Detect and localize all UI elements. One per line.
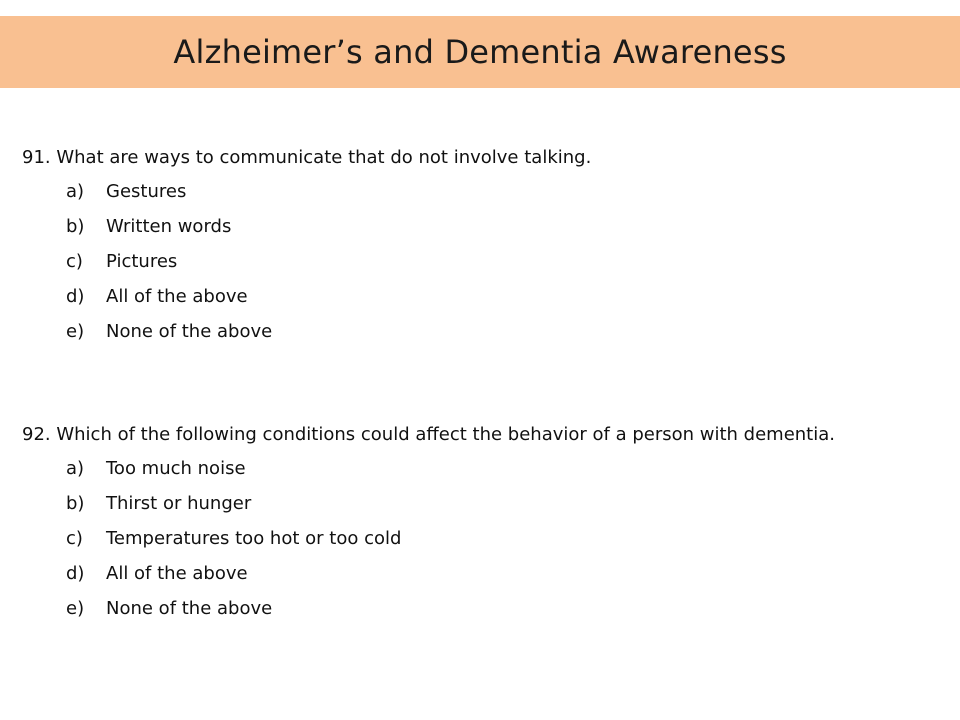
option-letter: d) — [66, 563, 85, 584]
option-letter: c) — [66, 528, 83, 549]
answer-option-b — [22, 492, 942, 527]
answer-option-b — [22, 215, 942, 250]
option-letter: b) — [66, 493, 85, 514]
answer-option-c — [22, 250, 942, 285]
option-text: All of the above — [106, 286, 248, 307]
answer-options — [22, 457, 942, 632]
question-text: 92. Which of the following conditions could affect the behavior of a person with dementia. — [22, 424, 835, 445]
answer-option-e — [22, 597, 942, 632]
option-letter: d) — [66, 286, 85, 307]
option-text: All of the above — [106, 563, 248, 584]
question-text: 91. What are ways to communicate that do not involve talking. — [22, 147, 592, 168]
option-letter: c) — [66, 251, 83, 272]
answer-option-c — [22, 527, 942, 562]
option-text: Written words — [106, 216, 232, 237]
option-letter: b) — [66, 216, 85, 237]
title-banner — [0, 16, 960, 88]
option-text: None of the above — [106, 321, 273, 342]
option-text: Pictures — [106, 251, 178, 272]
option-letter: e) — [66, 598, 85, 619]
answer-option-d — [22, 285, 942, 320]
option-text: Thirst or hunger — [106, 493, 252, 514]
option-letter: e) — [66, 321, 85, 342]
question-92 — [22, 423, 942, 632]
option-letter: a) — [66, 181, 85, 202]
answer-option-a — [22, 457, 942, 492]
answer-option-a — [22, 180, 942, 215]
page-title: Alzheimer’s and Dementia Awareness — [173, 33, 787, 71]
answer-option-e — [22, 320, 942, 355]
answer-options — [22, 180, 942, 355]
option-letter: a) — [66, 458, 85, 479]
option-text: Temperatures too hot or too cold — [106, 528, 402, 549]
option-text: None of the above — [106, 598, 273, 619]
option-text: Too much noise — [106, 458, 246, 479]
option-text: Gestures — [106, 181, 187, 202]
question-91 — [22, 146, 942, 355]
answer-option-d — [22, 562, 942, 597]
